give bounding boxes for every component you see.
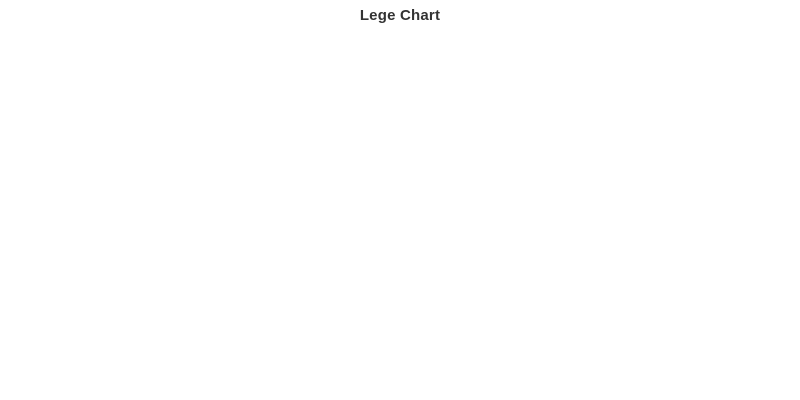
chart-title: Lege Chart bbox=[359, 7, 441, 24]
empty-plot-area bbox=[0, 30, 800, 400]
